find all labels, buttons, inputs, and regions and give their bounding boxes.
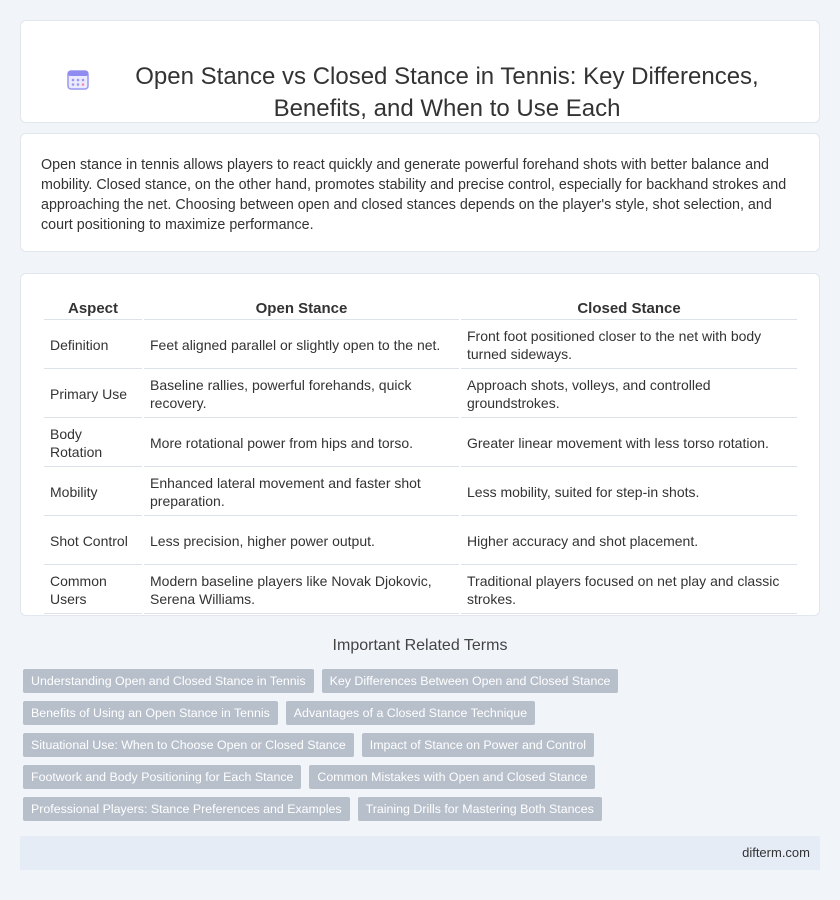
related-term-link[interactable]: Impact of Stance on Power and Control [362, 733, 594, 757]
cell-open: Feet aligned parallel or slightly open to the net. [144, 322, 459, 369]
cell-open: Baseline rallies, powerful forehands, quick recovery. [144, 371, 459, 418]
table-row [44, 469, 797, 516]
intro-text: Open stance in tennis allows players to react quickly and generate powerful forehand shots with better balance and mobility. Closed stance, on the other hand, promotes stability and precise control, especially for backhand strokes and approaching the net. Choosing between open and closed stances depends on the player's style, shot selection, and court positioning to maximize performance. [41, 157, 787, 233]
table-row [44, 322, 797, 369]
cell-aspect: Mobility [44, 469, 142, 516]
cell-aspect: Definition [44, 322, 142, 369]
cell-closed: Approach shots, volleys, and controlled groundstrokes. [461, 371, 797, 418]
cell-closed: Front foot positioned closer to the net with body turned sideways. [461, 322, 797, 369]
table-header-row [44, 296, 797, 320]
related-term-link[interactable]: Common Mistakes with Open and Closed Stance [309, 765, 595, 789]
cell-aspect: Common Users [44, 567, 142, 614]
cell-open: Modern baseline players like Novak Djokovic, Serena Williams. [144, 567, 459, 614]
related-term-link[interactable]: Benefits of Using an Open Stance in Tennis [23, 701, 278, 725]
cell-aspect: Primary Use [44, 371, 142, 418]
tag-row [23, 797, 643, 821]
comparison-card [20, 273, 820, 616]
tag-row [23, 733, 643, 757]
page-title: Open Stance vs Closed Stance in Tennis: Key Differences, Benefits, and When to Use Each [135, 63, 759, 122]
header-aspect: Aspect [44, 296, 142, 320]
related-term-link[interactable]: Situational Use: When to Choose Open or Closed Stance [23, 733, 354, 757]
table-row [44, 567, 797, 614]
tag-row [23, 765, 643, 789]
tag-row [23, 701, 643, 725]
cell-closed: Traditional players focused on net play and classic strokes. [461, 567, 797, 614]
table-row [44, 518, 797, 565]
footer-site-link[interactable]: difterm.com [742, 845, 810, 860]
calendar-icon [67, 68, 89, 90]
related-term-link[interactable]: Professional Players: Stance Preferences and Examples [23, 797, 350, 821]
title-card [20, 20, 820, 123]
intro-card [20, 133, 820, 252]
related-terms-list [23, 669, 643, 829]
related-term-link[interactable]: Advantages of a Closed Stance Technique [286, 701, 535, 725]
cell-aspect: Body Rotation [44, 420, 142, 467]
footer [20, 836, 820, 870]
related-terms-title: Important Related Terms [332, 637, 508, 654]
cell-closed: Less mobility, suited for step-in shots. [461, 469, 797, 516]
table-row [44, 420, 797, 467]
header-open-stance: Open Stance [144, 296, 459, 320]
cell-open: Less precision, higher power output. [144, 518, 459, 565]
comparison-table [42, 294, 799, 616]
related-term-link[interactable]: Training Drills for Mastering Both Stances [358, 797, 602, 821]
cell-open: More rotational power from hips and torso. [144, 420, 459, 467]
header-closed-stance: Closed Stance [461, 296, 797, 320]
cell-open: Enhanced lateral movement and faster shot preparation. [144, 469, 459, 516]
related-term-link[interactable]: Key Differences Between Open and Closed Stance [322, 669, 619, 693]
cell-closed: Higher accuracy and shot placement. [461, 518, 797, 565]
cell-closed: Greater linear movement with less torso rotation. [461, 420, 797, 467]
cell-aspect: Shot Control [44, 518, 142, 565]
related-term-link[interactable]: Footwork and Body Positioning for Each Stance [23, 765, 301, 789]
tag-row [23, 669, 643, 693]
table-row [44, 371, 797, 418]
related-term-link[interactable]: Understanding Open and Closed Stance in Tennis [23, 669, 314, 693]
